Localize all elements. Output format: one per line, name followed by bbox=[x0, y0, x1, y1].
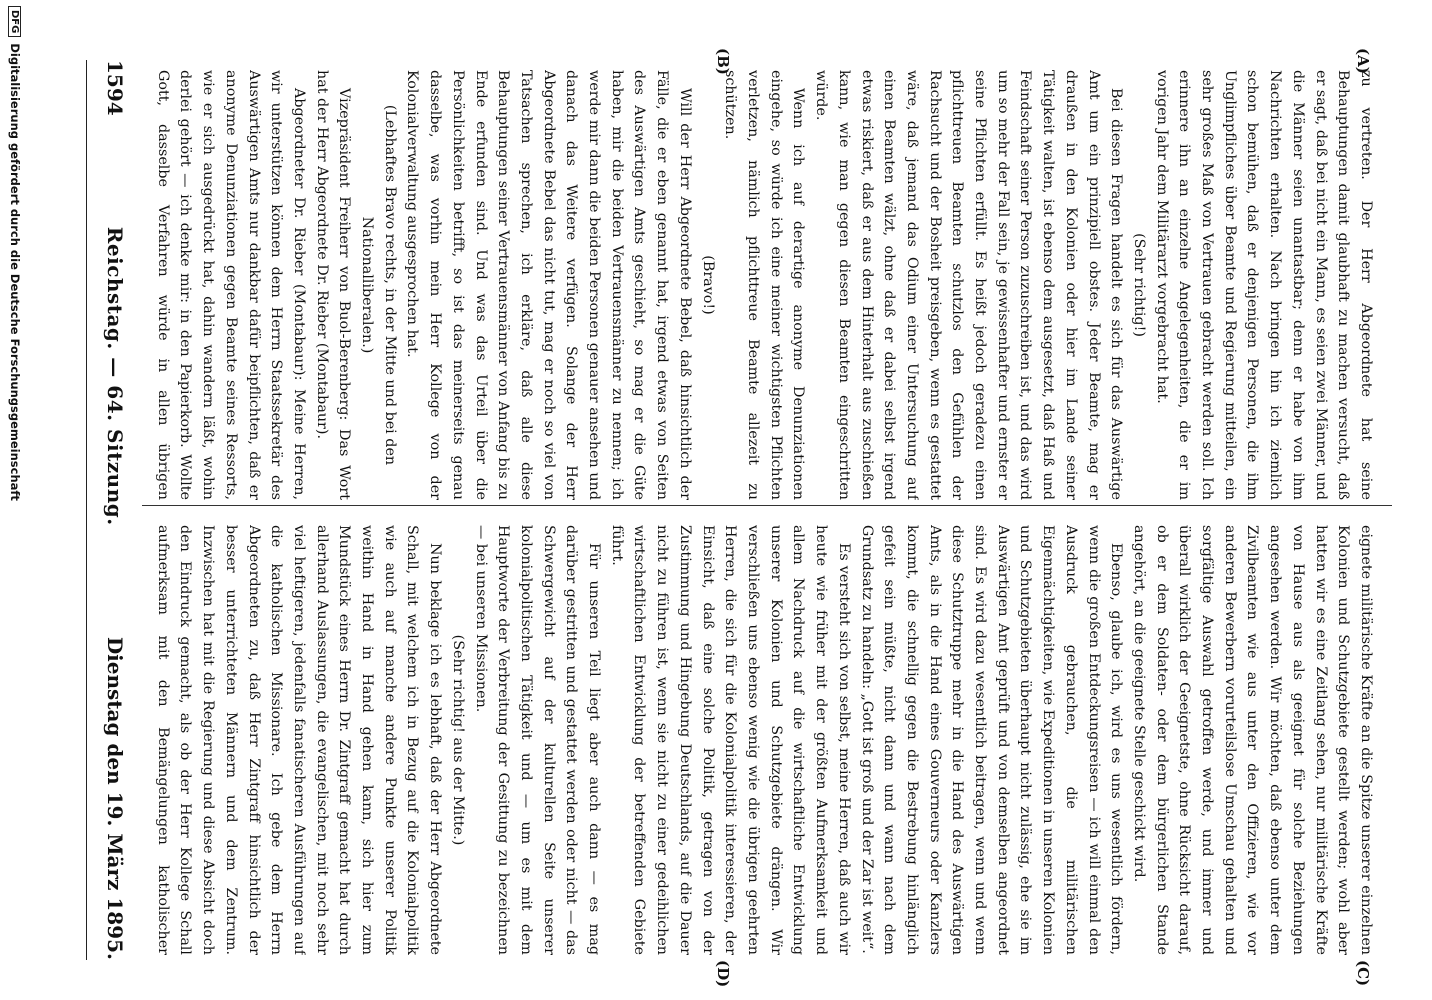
interjection: (Sehr richtig!) bbox=[1130, 233, 1147, 337]
paragraph: eignete militärische Kräfte an die Spitze unserer einzelnen Kolonien und Schutzgebiete gestellt werden; wohl aber hatten wir es eine Zeitlang sehen, nur militärische Kräfte von Hause aus als geeignet für solche Beziehungen angesehen werden. Wir möchten, daß ebenso unter dem Zivilbeamten wie aus unter den Offizieren, wie vor anderen Bewerbern vorurteilslose Umschau gehalten und sorgfältige Auswahl getroffen werde, und immer und überall wirklich der Geeignetste, ohne Rücksicht darauf, ob er dem Soldaten- oder dem bürgerlichen Stande angehört, an die geeignete Stelle geschickt wird. bbox=[1130, 525, 1374, 955]
column-divider bbox=[142, 505, 1392, 506]
paragraph: Will der Herr Abgeordnete Bebel, daß hinsichtlich der Fälle, die er eben genannt hat, irgend etwas von Seiten des Auswärtigen Amts geschieht, so mag er die Güte haben, mir die beiden Vertrauensmänner zu nennen; ich werde mir dann die beiden Personen genauer ansehen und danach das Weitere verfügen. Solange der Herr Abgeordnete Bebel das nicht tut, mag er noch so viel von Tatsachen sprechen, ich erkläre, daß alle diese Behauptungen seiner Vertrauensmänner von Anfang bis zu Ende erfunden sind. Und was das Urteil über die Persönlichkeiten betrifft, so ist das meinerseits genau dasselbe, was vorhin mein Herr Kollege von der Kolonialverwaltung ausgesprochen hat. bbox=[404, 70, 693, 500]
session-date: Dienstag den 19. März 1895. bbox=[103, 636, 127, 960]
margin-marker-a: (A) bbox=[1354, 48, 1372, 74]
footer-text: Digitalisierung gefördert durch die Deutsche Forschungsgemeinschaft bbox=[8, 43, 22, 501]
page-header bbox=[86, 60, 127, 960]
margin-marker-b: (B) bbox=[714, 48, 732, 75]
left-column bbox=[147, 70, 1377, 500]
speaker-paragraph: Abgeordneter Dr. Rieber (Montabaur): Meine Herren, wir unterstützen können dem Herrn Staatssekretär des Auswärtigen Amts nur dankbar dafür beipflichten, daß er anonyme Denunziationen gegen Beamte seines Ressorts, wie er sich ausgedrückt hat, dahin wandern läßt, wohin derlei gehört — ich denke mir: in den Papierkorb. Wollte Gott, dasselbe Verfahren würde in allen übrigen bbox=[154, 70, 307, 500]
page-number: 1594 bbox=[103, 60, 127, 116]
digitization-footer bbox=[3, 0, 27, 1000]
paragraph: Es versteht sich von selbst, meine Herren, daß auch wir heute wie früher mit der größten Aufmerksamkeit und allem Nachdruck auf die wirtschaftliche Entwicklung unserer Kolonien und Schutzgebiete drängen. Wir verschließen uns ebenso wenig wie die übrigen geehrten Herren, die sich für die Kolonialpolitik interessieren, der Einsicht, daß eine solche Politik, getragen von der Zustimmung und Hingebung Deutschlands, auf die Dauer nicht zu führen ist, wenn sie nicht zu einer gedeihlichen wirtschaftlichen Entwicklung der betreffenden Gebiete führt. bbox=[608, 525, 852, 955]
session-title: Reichstag. — 64. Sitzung. bbox=[103, 226, 127, 526]
interjection: (Sehr richtig! aus der Mitte.) bbox=[449, 634, 466, 846]
margin-marker-d: (D) bbox=[714, 960, 732, 988]
paragraph: Bei diesen Fragen handelt es sich für das Auswärtige Amt um ein prinzipiell obstes. Jeder Beamte, mag er draußen in den Kolonien oder hier im Lande seiner Tätigkeit walten, ist ebenso dem ausgesetzt, daß Haß und Feindschaft seiner Person zuzuschreiben ist, und das wird um so mehr der Fall sein, je gewissenhafter und ernster er seine Pflichten erfüllt. Es heißt jedoch geradezu einen pflichttreuen Beamten schutzlos den Gefühlen der Rachsucht und der Bosheit preisgeben, wenn es gestattet wäre, daß jemand das Odium einer Untersuchung auf einen Beamten wälzt, ohne daß er dabei selbst irgend etwas riskiert, daß er aus dem Hinterhalt aus zuschießen kann, wie man gegen diesen Beamten eingeschritten würde. bbox=[813, 70, 1125, 500]
margin-marker-c: (C) bbox=[1354, 960, 1372, 987]
interjection: (Lebhaftes Bravo rechts, in der Mitte und bei den Nationalliberalen.) bbox=[359, 104, 398, 466]
paragraph: Ebenso, glaube ich, wird es uns wesentlich fördern, wenn die großen Entdeckungsreisen — ich will einmal den Ausdruck gebrauchen, die militärischen Eigenmächtigkeiten, wie Expeditionen in unseren Kolonien und Schutzgebieten überhaupt nicht zulässig, ehe sie im Auswärtigen Amt geprüft und von demselben angeordnet sind. Es wird dazu wesentlich beitragen, wenn und wenn diese Schutztruppe mehr in die Hand des Auswärtigen Amts, als in die Hand eines Gouverneurs oder Kanzlers kommt, die schnellig gegen die Bestrebung hinlänglich gefeit sein müßte, nicht dann und wann nach dem Grundsatz zu handeln: „Gott ist groß und der Zar ist weit“. bbox=[858, 525, 1125, 955]
paragraph: zu vertreten. Der Herr Abgeordnete hat seine Behauptungen damit glaubhaft zu machen versucht, daß er sagt, daß bei nicht ein Mann, es seien zwei Männer, und die Männer seien unantastbar; denn er habe von ihm Nachrichten erhalten. Nach bringen hin ich ziemlich schon bemühen, daß er denjenigen Personen, die ihm Unglimpfliches über Beamte und Regierung mitteilen, ein sehr großes Maß von Vertrauen gebracht werden soll. Ich erinnere ihn an einzelne Angelegenheiten, die er im vorigen Jahr dem Militärarzt vorgebracht hat. bbox=[1153, 70, 1374, 500]
dfg-logo: DFG bbox=[9, 6, 22, 37]
right-column bbox=[147, 525, 1377, 955]
interjection: (Bravo!) bbox=[699, 255, 716, 315]
paragraph: Nun beklage ich es lebhaft, daß der Herr Abgeordnete Schall, mit welchem ich in Bezug auf die Kolonialpolitik wie auch auf manche andere Punkte unserer Politik weithin Hand in Hand gehen kann, sich hier zum Mundstück eines Herrn Dr. Zintgraff gemacht hat durch allerhand Auslassungen, die evangelischen, mit noch sehr viel heftigeren, jedenfalls fanatischeren Ausführungen auf die katholischen Missionare. Ich gebe dem Herrn Abgeordneten zu, daß Herr Zintgraff hinsichtlich der besser unterrichteten Männern und dem Zentrum. Inzwischen hat mit die Regierung und diese Absicht doch den Eindruck gemacht, als ob der Herr Kollege Schall aufmerksam mit den Bemängelungen katholischer bbox=[154, 525, 444, 955]
paragraph: Wenn ich auf derartige anonyme Denunziationen eingehe, so würde ich eine meiner wichtigsten Pflichten verletzen, nämlich pflichttreue Beamte allezeit zu schützen. bbox=[722, 70, 807, 500]
paragraph: Für unseren Teil liegt aber auch dann — es mag darüber gestritten und gestattet werden oder nicht — das Schwergewicht auf der kulturellen Seite unserer kolonialpolitischen Tätigkeit und — um es mit dem Hauptworte der Verbreitung der Gesittung zu bezeichnen — bei unseren Missionen. bbox=[472, 525, 603, 955]
speaker-paragraph: Vizepräsident Freiherr von Buol-Berenberg: Das Wort hat der Herr Abgeordnete Dr. Rieber (Montabaur). bbox=[313, 70, 353, 500]
